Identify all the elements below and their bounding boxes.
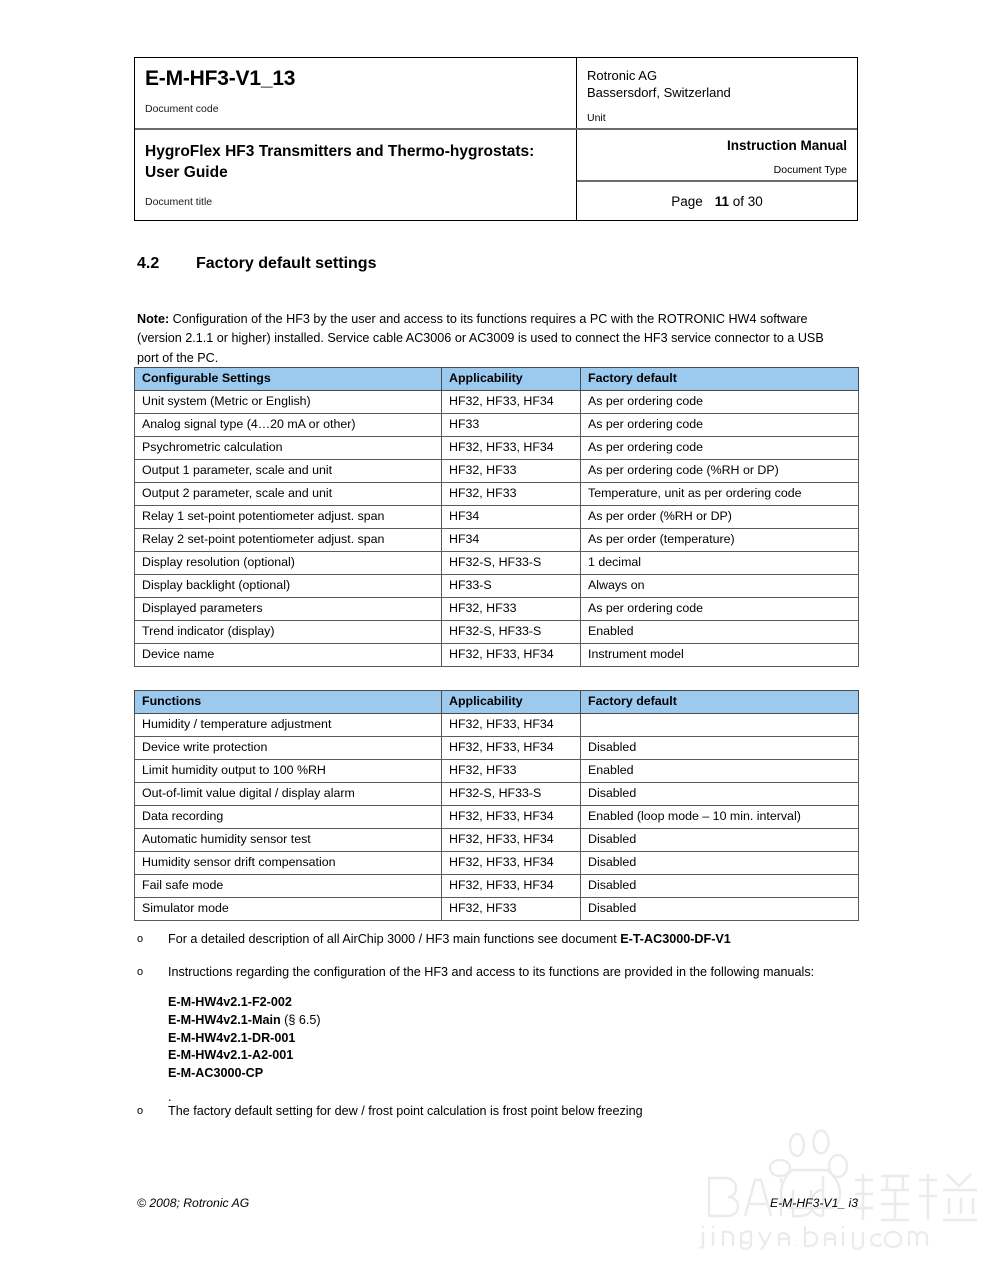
table-row [135,852,859,875]
cell-applicability: HF32, HF33, HF34 [442,852,581,875]
table-row [135,529,859,552]
cell-function: Fail safe mode [135,875,442,898]
cell-default: Disabled [581,875,859,898]
manual-code: E-M-AC3000-CP [168,1066,264,1081]
cell-default: Enabled [581,621,859,644]
cell-default: As per order (%RH or DP) [581,506,859,529]
footer-copyright: © 2008; Rotronic AG [137,1196,250,1210]
cell-applicability: HF32, HF33, HF34 [442,437,581,460]
functions-table [134,690,859,921]
cell-setting: Displayed parameters [135,598,442,621]
table-row [135,737,859,760]
cell-applicability: HF33 [442,414,581,437]
watermark-graphic [697,1128,989,1250]
manual-item [168,994,852,1012]
cell-applicability: HF32-S, HF33-S [442,783,581,806]
cell-applicability: HF32, HF33, HF34 [442,829,581,852]
cell-setting: Relay 2 set-point potentiometer adjust. span [135,529,442,552]
bullet-1-lead: For a detailed description of all AirChip 3000 / HF3 main functions see document [168,932,621,946]
cell-applicability: HF32, HF33, HF34 [442,737,581,760]
cell-function: Humidity sensor drift compensation [135,852,442,875]
table-row [135,552,859,575]
cell-default: Disabled [581,783,859,806]
column-header-applicability: Applicability [442,691,581,714]
cell-default: Enabled (loop mode – 10 min. interval) [581,806,859,829]
cell-function: Out-of-limit value digital / display alarm [135,783,442,806]
cell-applicability: HF32, HF33 [442,760,581,783]
document-type-caption: Document Type [773,164,847,177]
table-row [135,783,859,806]
cell-default [581,714,859,737]
cell-function: Automatic humidity sensor test [135,829,442,852]
cell-default: As per ordering code [581,598,859,621]
manual-suffix: (§ 6.5) [280,1012,321,1027]
manual-item [168,1030,852,1048]
bullet-item-3-text: The factory default setting for dew / frost point calculation is frost point below freezing [168,1104,643,1119]
note-text: Configuration of the HF3 by the user and access to its functions requires a PC with the ROTRONIC HW4 software (version 2.1.1 or higher) installed. Service cable AC3006 or AC3009 is used to connect the HF3 service connector to a USB port of the PC. [137,311,824,365]
cell-default: As per ordering code [581,414,859,437]
table-row [135,714,859,737]
page-label: Page [671,194,703,210]
cell-default: As per ordering code (%RH or DP) [581,460,859,483]
cell-setting: Relay 1 set-point potentiometer adjust. span [135,506,442,529]
note-paragraph [137,310,845,369]
table-row [135,806,859,829]
list-item [137,930,852,949]
list-item [137,1102,852,1121]
cell-default: Disabled [581,737,859,760]
table-row [135,483,859,506]
cell-function: Simulator mode [135,898,442,921]
cell-applicability: HF32, HF33 [442,598,581,621]
cell-default: Always on [581,575,859,598]
manual-code: E-M-HW4v2.1-F2-002 [168,994,292,1009]
table-row [135,460,859,483]
bullet-list [137,930,852,1135]
cell-function: Device write protection [135,737,442,760]
document-code-caption: Document code [145,103,219,116]
column-header-factory-default: Factory default [581,368,859,391]
list-item [137,963,852,982]
cell-applicability: HF33-S [442,575,581,598]
stray-period: . [168,1090,172,1105]
cell-applicability: HF32, HF33, HF34 [442,875,581,898]
table-row [135,506,859,529]
page-footer [137,1196,858,1210]
cell-default: 1 decimal [581,552,859,575]
bullet-marker-icon: o [137,965,144,978]
cell-default: As per order (temperature) [581,529,859,552]
cell-applicability: HF34 [442,529,581,552]
cell-applicability: HF32-S, HF33-S [442,552,581,575]
manual-item [168,1065,852,1083]
table-row [135,575,859,598]
column-header-function: Functions [135,691,442,714]
cell-default: Enabled [581,760,859,783]
document-type: Instruction Manual [726,138,847,154]
table-row [135,391,859,414]
manual-code: E-M-HW4v2.1-A2-001 [168,1048,294,1063]
footer-document-ref: E-M-HF3-V1_ i3 [769,1196,858,1210]
unit-box [577,58,857,128]
document-header-block [134,57,858,221]
header-cell-type-and-page [577,130,857,220]
manual-code: E-M-HW4v2.1-Main [168,1012,281,1027]
cell-default: Disabled [581,898,859,921]
header-row-code-unit [135,58,857,130]
cell-default: As per ordering code [581,391,859,414]
cell-applicability: HF32, HF33, HF34 [442,391,581,414]
note-label: Note: [137,311,170,326]
cell-setting: Trend indicator (display) [135,621,442,644]
table-row [135,414,859,437]
table-row [135,760,859,783]
table-row [135,898,859,921]
table-row [135,875,859,898]
cell-setting: Psychrometric calculation [135,437,442,460]
cell-applicability: HF32, HF33 [442,898,581,921]
header-row-title-type [135,130,857,220]
table-row [135,644,859,667]
header-cell-document-title [135,130,577,220]
bullet-marker-icon: o [137,933,144,945]
manual-item [168,1047,852,1065]
cell-default: Instrument model [581,644,859,667]
cell-applicability: HF34 [442,506,581,529]
section-title: Factory default settings [196,255,377,272]
table-row [135,621,859,644]
cell-default: Disabled [581,852,859,875]
cell-applicability: HF32, HF33 [442,483,581,506]
cell-default: Temperature, unit as per ordering code [581,483,859,506]
bullet-item-2-text: Instructions regarding the configuration of the HF3 and access to its functions are provided in the following manuals: [168,964,815,979]
section-number: 4.2 [137,255,160,272]
column-header-setting: Configurable Settings [135,368,442,391]
manual-reference-list [168,994,852,1083]
table-header-row [135,368,859,391]
bullet-marker-icon: o [137,1105,144,1118]
cell-default: As per ordering code [581,437,859,460]
page-number: 11 [714,194,729,210]
cell-function: Data recording [135,806,442,829]
cell-applicability: HF32, HF33, HF34 [442,806,581,829]
document-title-caption: Document title [145,196,213,209]
manual-item [168,1012,852,1030]
table-row [135,437,859,460]
cell-setting: Device name [135,644,442,667]
page-total: of 30 [732,194,763,210]
unit-company: Rotronic AG [587,68,658,83]
cell-setting: Display backlight (optional) [135,575,442,598]
cell-applicability: HF32, HF33, HF34 [442,714,581,737]
cell-applicability: HF32, HF33, HF34 [442,644,581,667]
unit-caption: Unit [587,112,606,125]
cell-function: Humidity / temperature adjustment [135,714,442,737]
table-header-row [135,691,859,714]
cell-default: Disabled [581,829,859,852]
table-row [135,598,859,621]
header-cell-document-code [135,58,577,128]
configurable-settings-table [134,367,859,667]
cell-setting: Output 1 parameter, scale and unit [135,460,442,483]
cell-setting: Unit system (Metric or English) [135,391,442,414]
cell-setting: Analog signal type (4…20 mA or other) [135,414,442,437]
cell-setting: Display resolution (optional) [135,552,442,575]
section-heading [137,255,376,273]
bullet-item-1-text [168,930,852,949]
column-header-factory-default: Factory default [581,691,859,714]
baidu-jingyan-watermark [697,1128,989,1250]
manual-code: E-M-HW4v2.1-DR-001 [168,1030,296,1045]
unit-location: Bassersdorf, Switzerland [587,85,731,101]
table-row [135,829,859,852]
cell-function: Limit humidity output to 100 %RH [135,760,442,783]
document-title: HygroFlex HF3 Transmitters and Thermo-hygrostats: User Guide [145,143,535,182]
cell-applicability: HF32-S, HF33-S [442,621,581,644]
cell-setting: Output 2 parameter, scale and unit [135,483,442,506]
header-cell-unit [577,58,857,128]
cell-applicability: HF32, HF33 [442,460,581,483]
bullet-1-document-ref: E-T-AC3000-DF-V1 [620,932,731,946]
document-type-box [577,130,857,182]
document-code: E-M-HF3-V1_13 [145,67,296,90]
page-indicator [577,182,857,220]
column-header-applicability: Applicability [442,368,581,391]
